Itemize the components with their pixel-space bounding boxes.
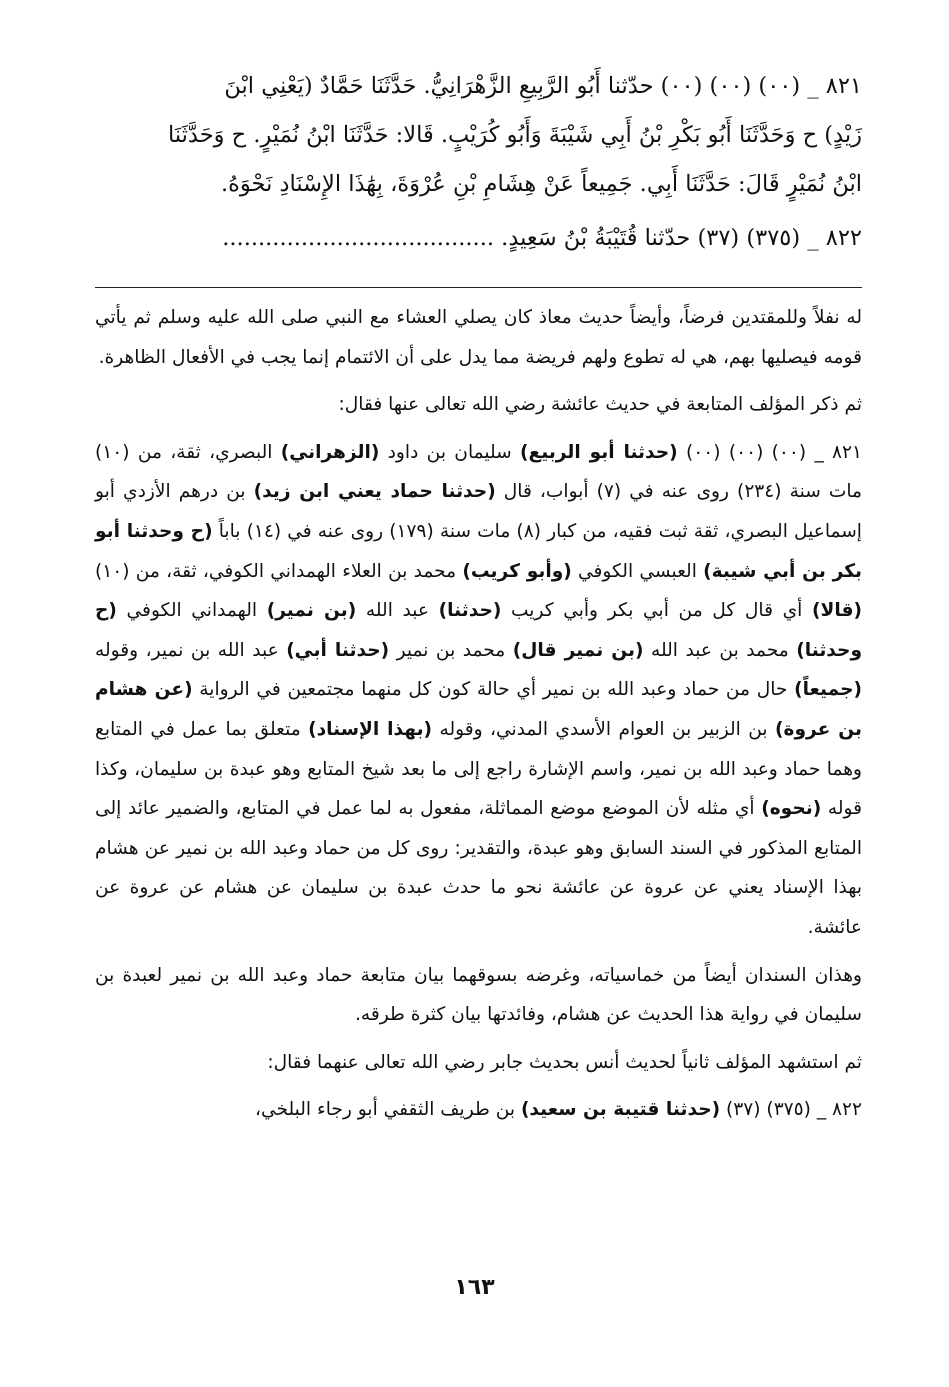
commentary-paragraph-2: ثم ذكر المؤلف المتابعة في حديث عائشة رضي الله تعالى عنها فقال: [338, 394, 862, 416]
text-run: بن الزبير بن العوام الأسدي المدني، وقوله [432, 718, 776, 740]
commentary-paragraph-5: ثم استشهد المؤلف ثانياً لحديث أنس بحديث جابر رضي الله تعالى عنهما فقال: [267, 1051, 862, 1073]
text-run: محمد بن عبد الله [643, 639, 797, 661]
bold-quote: (جميعاً) [794, 679, 863, 701]
bold-quote: (عن هشام بن عروة) [95, 679, 863, 740]
text-run: عبد الله [356, 600, 439, 622]
bold-quote: (قالا) [812, 600, 862, 622]
page-number: ١٦٣ [454, 1275, 495, 1300]
text-run: بن درهم الأزدي أبو إسماعيل البصري، ثقة ثبت فقيه، من كبار (٨) مات سنة (١٧٩) روى عنه في (١٤) باباً [95, 481, 862, 542]
book-page [95, 62, 862, 1322]
hadith-821-line-2: زَيْدٍ) ح وَحَدَّثَنَا أَبُو بَكْرِ بْنُ أَبِي شَيْبَةَ وَأَبُو كُرَيْبٍ. قَالا: حَدَّثَنَا ابْنُ نُمَيْرٍ. ح وَحَدَّثَنَا [168, 122, 862, 148]
bold-quote: (ح وحدثنا أبو بكر بن أبي شيبة) [95, 520, 862, 582]
hadith-text-section [95, 62, 862, 263]
text-run: ٨٢٢ _ (٣٧٥) (٣٧) [720, 1099, 862, 1121]
text-run: العبسي الكوفي [571, 560, 704, 582]
hadith-822-text: ٨٢٢ _ (٣٧٥) (٣٧) حدّثنا قُتَيْبَةُ بْنُ سَعِيدٍ. [501, 225, 862, 251]
commentary-paragraph-1: له نفلاً وللمقتدين فرضاً، وأيضاً حديث معاذ كان يصلي العشاء مع النبي صلى الله عليه وسلم ثم يأتي قومه فيصليها بهم، هي له تطوع ولهم فريضة مما يدل على أن الائتمام إنما يجب في الأفعال الظاهرة. [95, 307, 862, 368]
text-run: أي مثله لأن الموضع موضع المماثلة، مفعول به لما عمل في المتابع، والضمير عائد إلى المتابع المذكور في السند السابق وهو عبدة، والتقدير: روى كل من حماد وعبد الله بن نمير عن هشام بهذا الإسناد يعني عن عروة عن عائشة نحو ما حدث عبدة بن سليمان عن هشام عن عروة عن عائشة. [95, 798, 862, 938]
hadith-822 [95, 214, 862, 263]
text-run: ٨٢١ _ (٠٠) (٠٠) (٠٠) [677, 441, 863, 463]
text-run: متعلق بما عمل في المتابع وهما حماد وعبد الله بن نمير، واسم الإشارة راجع إلى ما بعد شيخ المتابع وهو عبدة بن سليمان، وكذا قوله [95, 718, 862, 820]
text-run: عبد الله بن نمير، وقوله [95, 639, 287, 661]
commentary-paragraph-6 [95, 1090, 862, 1130]
hadith-821-line-1: ٨٢١ _ (٠٠) (٠٠) (٠٠) حدّثنا أَبُو الرَّبِيعِ الزَّهْرَانِيُّ. حَدَّثَنَا حَمَّادٌ (يَعْنِي ابْنَ [224, 73, 862, 99]
text-run: سليمان بن داود [379, 441, 521, 463]
bold-quote: (حدثنا أبو الربيع) [520, 441, 678, 463]
text-run: أي قال كل من أبي بكر وأبي كريب [501, 600, 812, 622]
bold-quote: (بن نمير قال) [512, 639, 644, 661]
bold-quote: (ح وحدثنا) [95, 600, 862, 661]
commentary-paragraph-4: وهذان السندان أيضاً من خماسياته، وغرضه بسوقهما بيان متابعة حماد وعبد الله بن نمير لعبدة بن سليمان في رواية هذا الحديث عن هشام، وفائدتها بيان كثرة طرقه. [95, 964, 862, 1026]
bold-quote: (حدثنا قتيبة بن سعيد) [520, 1099, 721, 1121]
bold-quote: (بهذا الإسناد) [308, 718, 433, 740]
commentary-paragraph-3 [95, 433, 862, 948]
section-divider [95, 287, 862, 288]
commentary-section [95, 298, 862, 1130]
bold-quote: (نحوه) [761, 798, 822, 820]
bold-quote: (حدثنا حماد يعني ابن زيد) [253, 481, 496, 503]
bold-quote: (وأبو كريب) [462, 560, 572, 582]
bold-quote: (بن نمير) [266, 600, 357, 622]
text-run: محمد بن نمير [389, 639, 513, 661]
bold-quote: (حدثنا أبي) [286, 639, 390, 661]
hadith-821 [95, 62, 862, 209]
text-run: محمد بن العلاء الهمداني الكوفي، ثقة، من (١٠) [95, 560, 463, 582]
text-run: بن طريف الثقفي أبو رجاء البلخي، [254, 1099, 521, 1121]
continuation-dots: ...................................... [222, 225, 495, 251]
text-run: الهمداني الكوفي [116, 600, 267, 622]
text-run: البصري، ثقة، من (١٠) مات سنة (٢٣٤) روى عنه في (٧) أبواب، قال [95, 441, 862, 503]
bold-quote: (الزهراني) [280, 441, 380, 463]
text-run: حال من حماد وعبد الله بن نمير أي حالة كون كل منهما مجتمعين في الرواية [192, 679, 795, 701]
hadith-821-line-3: ابْنُ نُمَيْرٍ قَالَ: حَدَّثَنَا أَبِي. جَمِيعاً عَنْ هِشَامِ بْنِ عُرْوَةَ، بِهَٰذَا الإِسْنَادِ نَحْوَهُ. [220, 171, 862, 197]
bold-quote: (حدثنا) [438, 600, 502, 622]
